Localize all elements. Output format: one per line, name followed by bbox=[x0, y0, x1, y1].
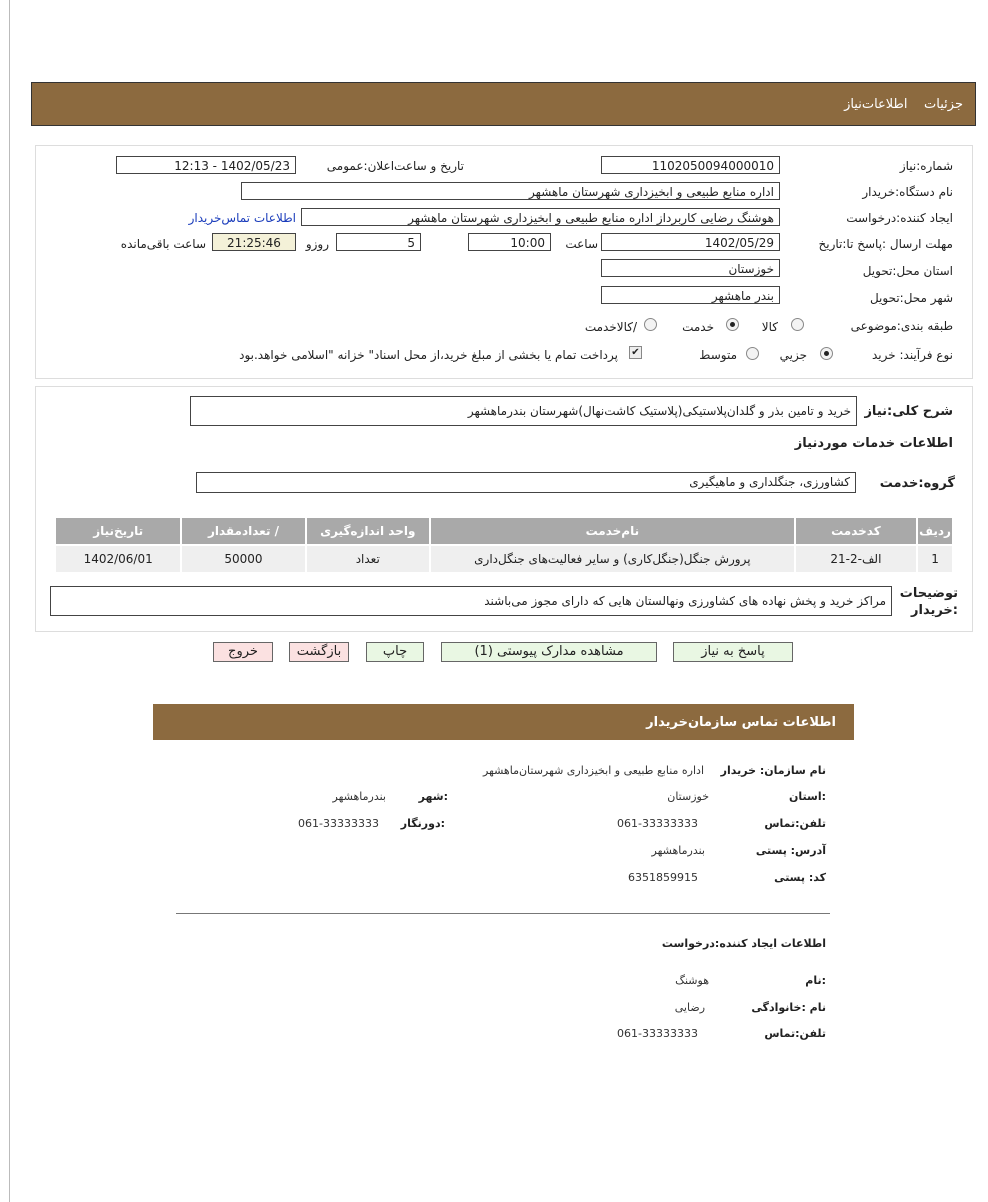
category-service-radio[interactable] bbox=[726, 318, 739, 331]
exit-button[interactable]: خروج bbox=[213, 642, 273, 662]
creator-first-name-value: هوشنگ bbox=[675, 974, 709, 987]
city-label: شهر محل:تحویل bbox=[869, 291, 953, 305]
payment-checkbox[interactable]: ✔ bbox=[629, 346, 642, 359]
services-section-title: اطلاعات خدمات موردنیاز bbox=[794, 436, 953, 451]
cell-code: الف-2-21 bbox=[796, 546, 916, 572]
contact-city-label: :شهر bbox=[418, 790, 448, 803]
category-service-label: خدمت bbox=[682, 320, 714, 334]
contact-fax-value: 061-33333333 bbox=[298, 817, 379, 830]
category-goods-label: کالا bbox=[761, 320, 778, 334]
services-table-header bbox=[56, 518, 952, 544]
category-goods-service-radio[interactable] bbox=[644, 318, 657, 331]
contact-header bbox=[153, 704, 854, 740]
process-minor-label: جزیي bbox=[779, 348, 807, 362]
buyer-contact-link[interactable]: اطلاعات تماس‌خریدار bbox=[188, 211, 296, 225]
attachments-button[interactable]: مشاهده مدارک پیوستی (1) bbox=[441, 642, 657, 662]
col-unit: واحد اندازه‌گیری bbox=[307, 518, 429, 544]
buyer-org-label: نام دستگاه:خریدار bbox=[862, 185, 953, 199]
creator-section-title: اطلاعات ایجاد کننده:درخواست bbox=[661, 937, 826, 950]
cell-unit: تعداد bbox=[307, 546, 429, 572]
services-table bbox=[54, 516, 954, 574]
group-label: گروه:خدمت bbox=[879, 476, 955, 491]
contact-divider bbox=[176, 913, 830, 914]
col-qty: / تعدادمقدار bbox=[182, 518, 304, 544]
creator-first-name-label: :نام bbox=[805, 974, 826, 987]
creator-last-name-value: رضایی bbox=[674, 1001, 705, 1014]
creator-phone-value: 061-33333333 bbox=[617, 1027, 698, 1040]
back-button[interactable]: بازگشت bbox=[289, 642, 349, 662]
page-left-border bbox=[9, 0, 10, 1202]
remaining-time: 21:25:46 bbox=[212, 233, 296, 251]
contact-phone-value: 061-33333333 bbox=[617, 817, 698, 830]
buyer-notes-label: توضیحات :خریدار bbox=[899, 586, 958, 618]
province-field[interactable]: خوزستان bbox=[601, 259, 780, 277]
contact-phone-label: تلفن:تماس bbox=[764, 817, 826, 830]
deadline-label: مهلت ارسال :پاسخ تا:تاریخ bbox=[818, 237, 953, 251]
province-label: استان محل:تحویل bbox=[862, 264, 953, 278]
contact-postal-value: 6351859915 bbox=[628, 871, 698, 884]
category-label: طبقه بندی:موضوعی bbox=[850, 319, 953, 333]
category-goods-radio[interactable] bbox=[791, 318, 804, 331]
print-button[interactable]: چاپ bbox=[366, 642, 424, 662]
process-medium-label: متوسط bbox=[699, 348, 737, 362]
announce-label: تاریخ و ساعت‌اعلان:عمومی bbox=[326, 159, 464, 173]
days-field[interactable]: 5 bbox=[336, 233, 421, 251]
process-medium-radio[interactable] bbox=[746, 347, 759, 360]
cell-row: 1 bbox=[918, 546, 952, 572]
creator-field[interactable]: هوشنگ رضایی کاربرداز اداره منابع طبیعی و ابخیزداری شهرستان ماهشهر bbox=[301, 208, 780, 226]
remaining-label: ساعت باقی‌مانده bbox=[120, 237, 206, 251]
org-name-label: نام سازمان: خریدار bbox=[720, 764, 826, 777]
contact-address-label: آدرس: پستی bbox=[755, 844, 826, 857]
need-number-label: شماره:نیاز bbox=[899, 159, 953, 173]
contact-province-label: :استان bbox=[789, 790, 826, 803]
process-label: نوع فرآیند: خرید bbox=[872, 348, 953, 362]
contact-fax-label: :دورنگار bbox=[400, 817, 445, 830]
cell-qty: 50000 bbox=[182, 546, 304, 572]
days-label: روزو bbox=[305, 237, 329, 251]
creator-label: ایجاد کننده:درخواست bbox=[846, 211, 953, 225]
contact-city-value: بندرماهشهر bbox=[332, 790, 386, 803]
summary-label: شرح کلی:نیاز bbox=[864, 404, 953, 419]
announce-field[interactable]: 1402/05/23 - 12:13 bbox=[116, 156, 296, 174]
buyer-org-field[interactable]: اداره منابع طبیعی و ابخیزداری شهرستان ماهشهر bbox=[241, 182, 780, 200]
cell-name: پرورش جنگل(جنگل‌کاری) و سایر فعالیت‌های جنگل‌داری bbox=[431, 546, 794, 572]
deadline-time-field[interactable]: 10:00 bbox=[468, 233, 551, 251]
contact-title: اطلاعات تماس سازمان‌خریدار bbox=[646, 715, 836, 730]
col-row: ردیف bbox=[918, 518, 952, 544]
tab-need-info[interactable]: اطلاعات‌نیاز bbox=[844, 97, 908, 112]
org-name-value: اداره منابع طبیعی و ابخیزداری شهرستان‌ماهشهر bbox=[482, 764, 704, 777]
cell-date: 1402/06/01 bbox=[56, 546, 180, 572]
deadline-date-field[interactable]: 1402/05/29 bbox=[601, 233, 780, 251]
buyer-notes-field[interactable]: مراکز خرید و پخش نهاده های کشاورزی ونهالستان هایی که دارای مجوز می‌باشند bbox=[50, 586, 892, 616]
category-goods-service-label: /کالاخدمت bbox=[584, 320, 637, 334]
process-minor-radio[interactable] bbox=[820, 347, 833, 360]
need-info-panel bbox=[35, 145, 973, 379]
time-label: ساعت bbox=[565, 237, 598, 251]
payment-note: پرداخت تمام یا بخشی از مبلغ خرید،از محل اسناد" خزانه "اسلامی خواهد.بود bbox=[239, 348, 618, 362]
group-field[interactable]: کشاورزی، جنگلداری و ماهیگیری bbox=[196, 472, 856, 493]
col-code: کدخدمت bbox=[796, 518, 916, 544]
table-row bbox=[56, 546, 952, 572]
reply-button[interactable]: پاسخ به نیاز bbox=[673, 642, 793, 662]
city-field[interactable]: بندر ماهشهر bbox=[601, 286, 780, 304]
contact-province-value: خوزستان bbox=[667, 790, 709, 803]
summary-field[interactable]: خرید و تامین بذر و گلدان‌پلاستیکی(پلاستیک کاشت‌نهال)شهرستان بندرماهشهر bbox=[190, 396, 857, 426]
col-date: تاریخ‌نیاز bbox=[56, 518, 180, 544]
header-bar bbox=[31, 82, 976, 126]
need-number-field[interactable]: 1102050094000010 bbox=[601, 156, 780, 174]
contact-postal-label: کد: پستی bbox=[774, 871, 826, 884]
contact-address-value: بندرماهشهر bbox=[651, 844, 705, 857]
tab-details[interactable]: جزئیات bbox=[924, 97, 963, 112]
col-name: نام‌خدمت bbox=[431, 518, 794, 544]
creator-last-name-label: نام :خانوادگی bbox=[751, 1001, 826, 1014]
creator-phone-label: تلفن:تماس bbox=[764, 1027, 826, 1040]
